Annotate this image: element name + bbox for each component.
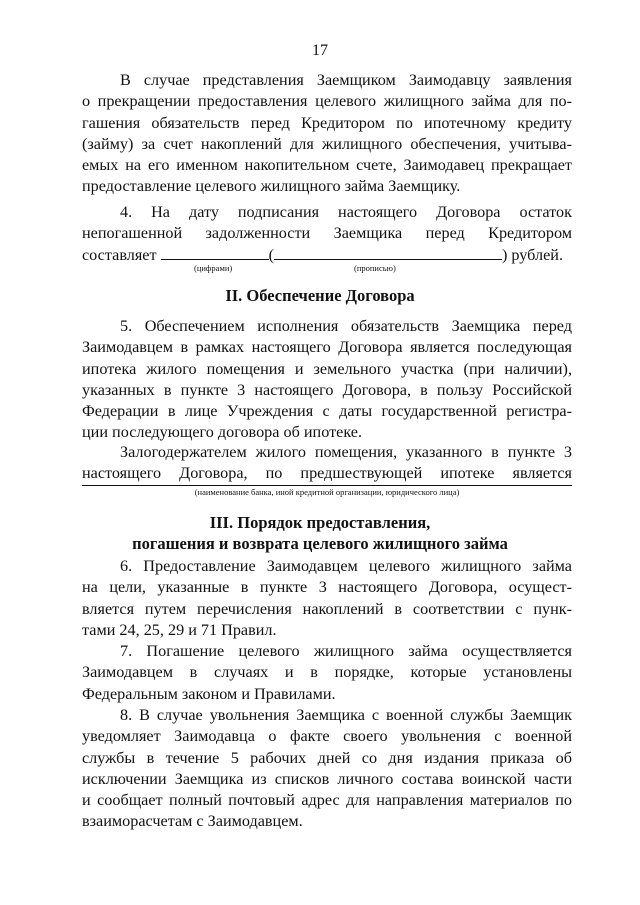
text-line: (займу) за счет накоплений для жилищного обеспечения, учитыва- — [82, 134, 572, 153]
text-line: Заимодавцем в случаях и в порядке, которые установлены — [82, 663, 572, 682]
text-line: на цели, указанные в пункте 3 настоящего Договора, осущест- — [82, 578, 572, 597]
text-line: взаиморасчетам с Заимодавцем. — [82, 812, 303, 831]
amount-lead: составляет — [82, 245, 157, 264]
text-line: 5. Обеспечением исполнения обязательств Заемщика перед — [120, 317, 572, 335]
caption-words: (прописью) — [354, 263, 396, 273]
text-line: В случае представления Заемщиком Заимодавцу заявления — [120, 71, 572, 89]
paragraph-intro — [82, 70, 572, 198]
paragraph-7 — [82, 641, 572, 705]
caption-digits: (цифрами) — [194, 263, 233, 273]
page-number: 17 — [312, 42, 328, 59]
text-line: указанных в пункте 3 настоящего Договора, в пользу Российской — [82, 380, 572, 399]
bank-caption: (наименование банка, иной кредитной организации, юридического лица) — [194, 487, 460, 497]
text-line: 7. Погашение целевого жилищного займа осуществляется — [120, 642, 572, 660]
paragraph-8 — [82, 705, 572, 833]
text-line: предоставление целевого жилищного займа Заемщику. — [82, 177, 461, 196]
text-line: и сообщает полный почтовый адрес для направления материалов по — [82, 791, 572, 810]
paragraph-5 — [82, 316, 572, 444]
text-line: 6. Предоставление Заимодавцем целевого жилищного займа — [120, 557, 572, 575]
section-3-title — [0, 512, 640, 554]
bank-name-blank — [82, 485, 572, 486]
amount-open-paren: ( — [268, 245, 274, 264]
text-line: непогашенной задолженности Заемщика перед Кредитором — [82, 224, 572, 243]
amount-words-blank — [274, 245, 502, 260]
text-line: службы в течение 5 рабочих дней со дня издания приказа об — [82, 748, 572, 767]
text-line: 4. На дату подписания настоящего Договора остаток — [120, 203, 572, 221]
paragraph-4 — [82, 202, 572, 266]
text-line: Федеральным законом и Правилами. — [82, 684, 336, 703]
paragraph-6 — [82, 556, 572, 641]
text-line: 8. В случае увольнения Заемщика с военной службы Заемщик — [120, 706, 572, 724]
text-line: уведомляет Заимодавца о факте своего увольнения с военной — [82, 727, 572, 746]
text-line: тами 24, 25, 29 и 71 Правил. — [82, 620, 277, 639]
amount-line — [82, 245, 572, 266]
text-line: емых на его именном накопительном счете, Заимодавец прекращает — [82, 156, 572, 175]
text-line: вляется путем перечисления накоплений в соответствии с пунк- — [82, 599, 572, 618]
text-line: ции последующего договора об ипотеке. — [82, 423, 363, 442]
amount-tail: ) рублей. — [501, 245, 563, 264]
text-line: исключении Заемщика из списков личного состава воинской части — [82, 769, 572, 788]
text-line: Федерации в лице Учреждения с даты государственной регистра- — [82, 402, 572, 421]
section-2-title: II. Обеспечение Договора — [225, 286, 415, 305]
text-line: гашения обязательств перед Кредитором по ипотечному кредиту — [82, 113, 572, 132]
paragraph-5-pledgeholder — [82, 442, 572, 485]
text-line: Залогодержателем жилого помещения, указанного в пункте 3 — [120, 443, 572, 461]
section-3-title-line-1: III. Порядок предоставления, — [209, 513, 431, 532]
text-line: настоящего Договора, по предшествующей ипотеке является — [82, 464, 572, 483]
amount-digits-blank — [161, 245, 269, 260]
text-line: ипотека жилого помещения и земельного участка (при наличии), — [82, 359, 572, 378]
section-3-title-line-2: погашения и возврата целевого жилищного займа — [132, 534, 508, 553]
text-line: Заимодавцем в рамках настоящего Договора является последующая — [82, 338, 572, 357]
text-line: о прекращении предоставления целевого жилищного займа для по- — [82, 92, 572, 111]
